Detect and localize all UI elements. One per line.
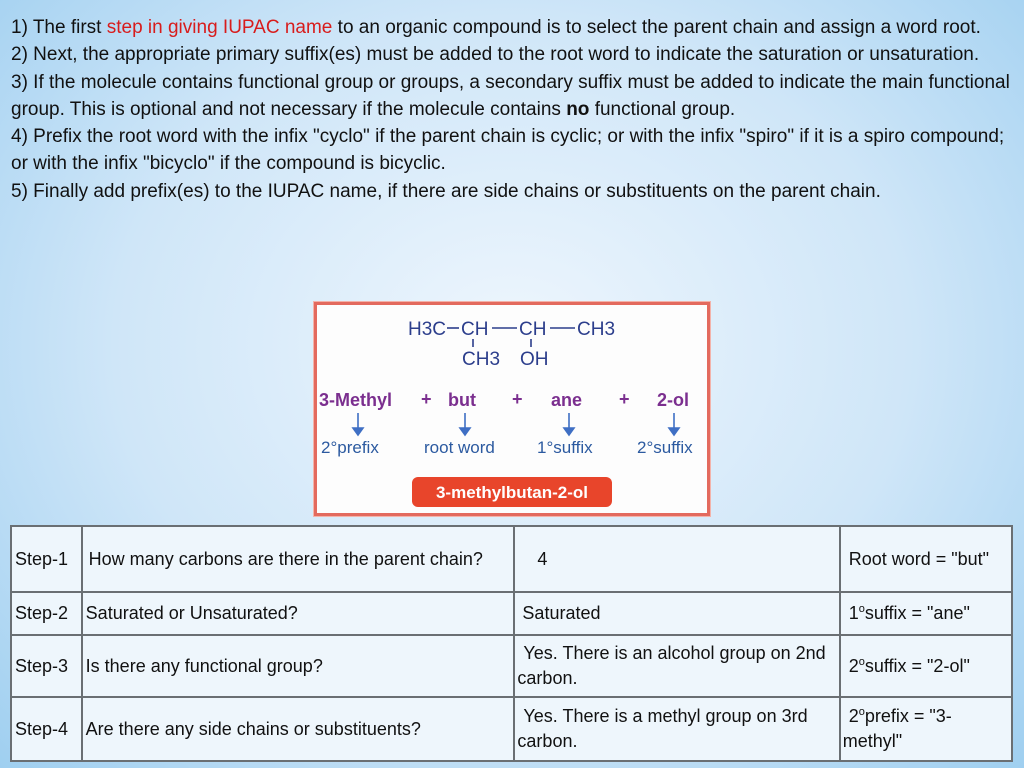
plus-2: + [512, 389, 523, 409]
instruction-step-1: 1) The first step in giving IUPAC name to an organic compound is to select the parent chain and assign a word root. [11, 17, 981, 38]
step-answer: Saturated [514, 592, 839, 635]
steps-table [10, 525, 1013, 762]
plus-1: + [421, 389, 432, 409]
arrow-head-1 [353, 428, 363, 435]
iupac-naming-diagram [314, 302, 710, 516]
step-question: Are there any side chains or substituents? [82, 697, 515, 761]
step-answer: Yes. There is a methyl group on 3rd carbon. [514, 697, 839, 761]
name-parts [319, 389, 689, 410]
bold-no: no [566, 98, 590, 120]
step-result: $2^osuffix$ = "2-ol" [840, 635, 1012, 697]
table-row [11, 635, 1012, 697]
formula-oh: OH [520, 349, 549, 370]
step-label: Step-2 [11, 592, 82, 635]
table-row [11, 592, 1012, 635]
arrow-head-3 [564, 428, 574, 435]
role-labels [321, 438, 693, 457]
step-question: Saturated or Unsaturated? [82, 592, 515, 635]
instruction-step-5: 5) Finally add prefix(es) to the IUPAC name, if there are side chains or substituents on the parent chain. [11, 180, 881, 202]
plus-3: + [619, 389, 630, 409]
result-name: 3-methylbutan-2-ol [435, 483, 589, 502]
step-answer: Yes. There is an alcohol group on 2nd carbon. [514, 635, 839, 697]
formula-h3c: H3C [408, 319, 447, 340]
role-1-suffix: 1°suffix [537, 438, 593, 457]
part-ane: ane [551, 390, 583, 410]
step-question: Is there any functional group? [82, 635, 515, 697]
instruction-step-4: 4) Prefix the root word with the infix "cyclo" if the parent chain is cyclic; or with the infix "spiro" if it is a spiro compound; or with the infix "bicyclo" if the compound is bicyclic. [11, 126, 1005, 175]
step-result: $1^osuffix$ = "ane" [840, 592, 1012, 635]
role-2-prefix: 2°prefix [321, 438, 379, 457]
step-label: Step-4 [11, 697, 82, 761]
instruction-step-3: 3) If the molecule contains functional group or groups, a secondary suffix must be added to indicate the main functional group. This is optional and not necessary if the molecule contains no functional group. [11, 71, 1010, 120]
step-result: $2^oprefix$ = "3-methyl" [840, 697, 1012, 761]
formula-ch-2: CH [519, 319, 547, 340]
role-root-word: root word [424, 438, 495, 457]
step-question: How many carbons are there in the parent chain? [82, 526, 515, 592]
diagram-svg [317, 305, 707, 513]
step-label: Step-3 [11, 635, 82, 697]
instruction-text [11, 14, 1011, 205]
arrow-head-4 [669, 428, 679, 435]
formula-ch-1: CH [461, 319, 489, 340]
instruction-step-2: 2) Next, the appropriate primary suffix(es) must be added to the root word to indicate the saturation or unsaturation. [11, 44, 980, 66]
highlight-text: step in giving IUPAC name [106, 17, 333, 38]
part-methyl: 3-Methyl [319, 390, 393, 410]
step-label: Step-1 [11, 526, 82, 592]
step-answer: 4 [514, 526, 839, 592]
formula-methyl: CH3 [462, 349, 501, 370]
role-2-suffix: 2°suffix [637, 438, 693, 457]
table-row [11, 697, 1012, 761]
part-but: but [448, 390, 476, 410]
structural-formula [408, 319, 615, 370]
arrows [353, 413, 679, 435]
part-2ol: 2-ol [657, 390, 690, 410]
table-row [11, 526, 1012, 592]
step-result: Root word = "but" [840, 526, 1012, 592]
formula-ch3: CH3 [577, 319, 616, 340]
arrow-head-2 [460, 428, 470, 435]
